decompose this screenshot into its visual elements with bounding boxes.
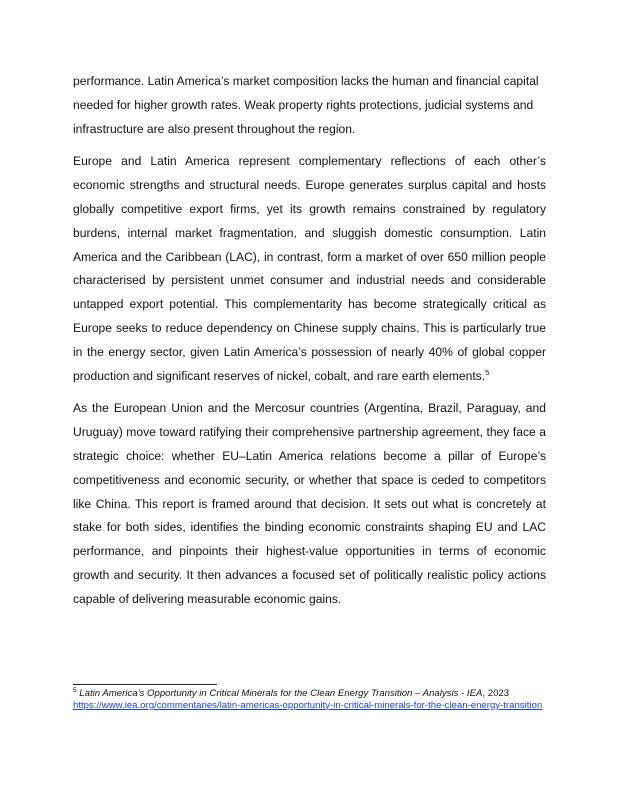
footnote-reference[interactable]: 5 <box>485 367 490 377</box>
paragraph-3-text: As the European Union and the Mercosur countries (Argentina, Brazil, Paraguay, and Uruguay) move toward ratifying their comprehensive partnership agreement, they face a strategic choice: whether EU–Latin America relations become a pillar of Europe’s competitiveness and economic security, or whether that space is ceded to competitors like China. This report is framed around that decision. It sets out what is concretely at stake for both sides, identifies the binding economic constraints shaping EU and LAC performance, and pinpoints their highest-value opportunities in terms of economic growth and security. It then advances a focused set of politically realistic policy actions capable of delivering measurable economic gains. <box>73 401 546 606</box>
footnote-separator <box>73 684 217 685</box>
paragraph-2 <box>73 150 546 388</box>
footnote-link[interactable]: https://www.iea.org/commentaries/latin-americas-opportunity-in-critical-minerals-for-the-clean-energy-transition <box>73 699 543 711</box>
footnote-number: 5 <box>73 686 77 694</box>
footnote-title: Latin America’s Opportunity in Critical Minerals for the Clean Energy Transition – Analysis - IEA <box>79 688 483 699</box>
paragraph-1 <box>73 70 546 141</box>
footnote-year: , 2023 <box>482 688 510 699</box>
paragraph-2-text: Europe and Latin America represent complementary reflections of each other’s economic strengths and structural needs. Europe generates surplus capital and hosts globally competitive export firms, yet its growth remains constrained by regulatory burdens, internal market fragmentation, and sluggish domestic consumption. Latin America and the Caribbean (LAC), in contrast, form a market of over 650 million people characterised by persistent unmet consumer and industrial needs and considerable untapped export potential. This complementarity has become strategically critical as Europe seeks to reduce dependency on Chinese supply chains. This is particularly true in the energy sector, given Latin America’s possession of nearly 40% of global copper production and significant reserves of nickel, cobalt, and rare earth elements. <box>73 154 546 383</box>
paragraph-3 <box>73 397 546 611</box>
paragraph-1-text: performance. Latin America’s market composition lacks the human and financial capital needed for higher growth rates. Weak property rights protections, judicial systems and infrastructure are also present throughout the region. <box>73 74 539 136</box>
page-body <box>73 70 546 621</box>
footnote <box>73 688 546 711</box>
